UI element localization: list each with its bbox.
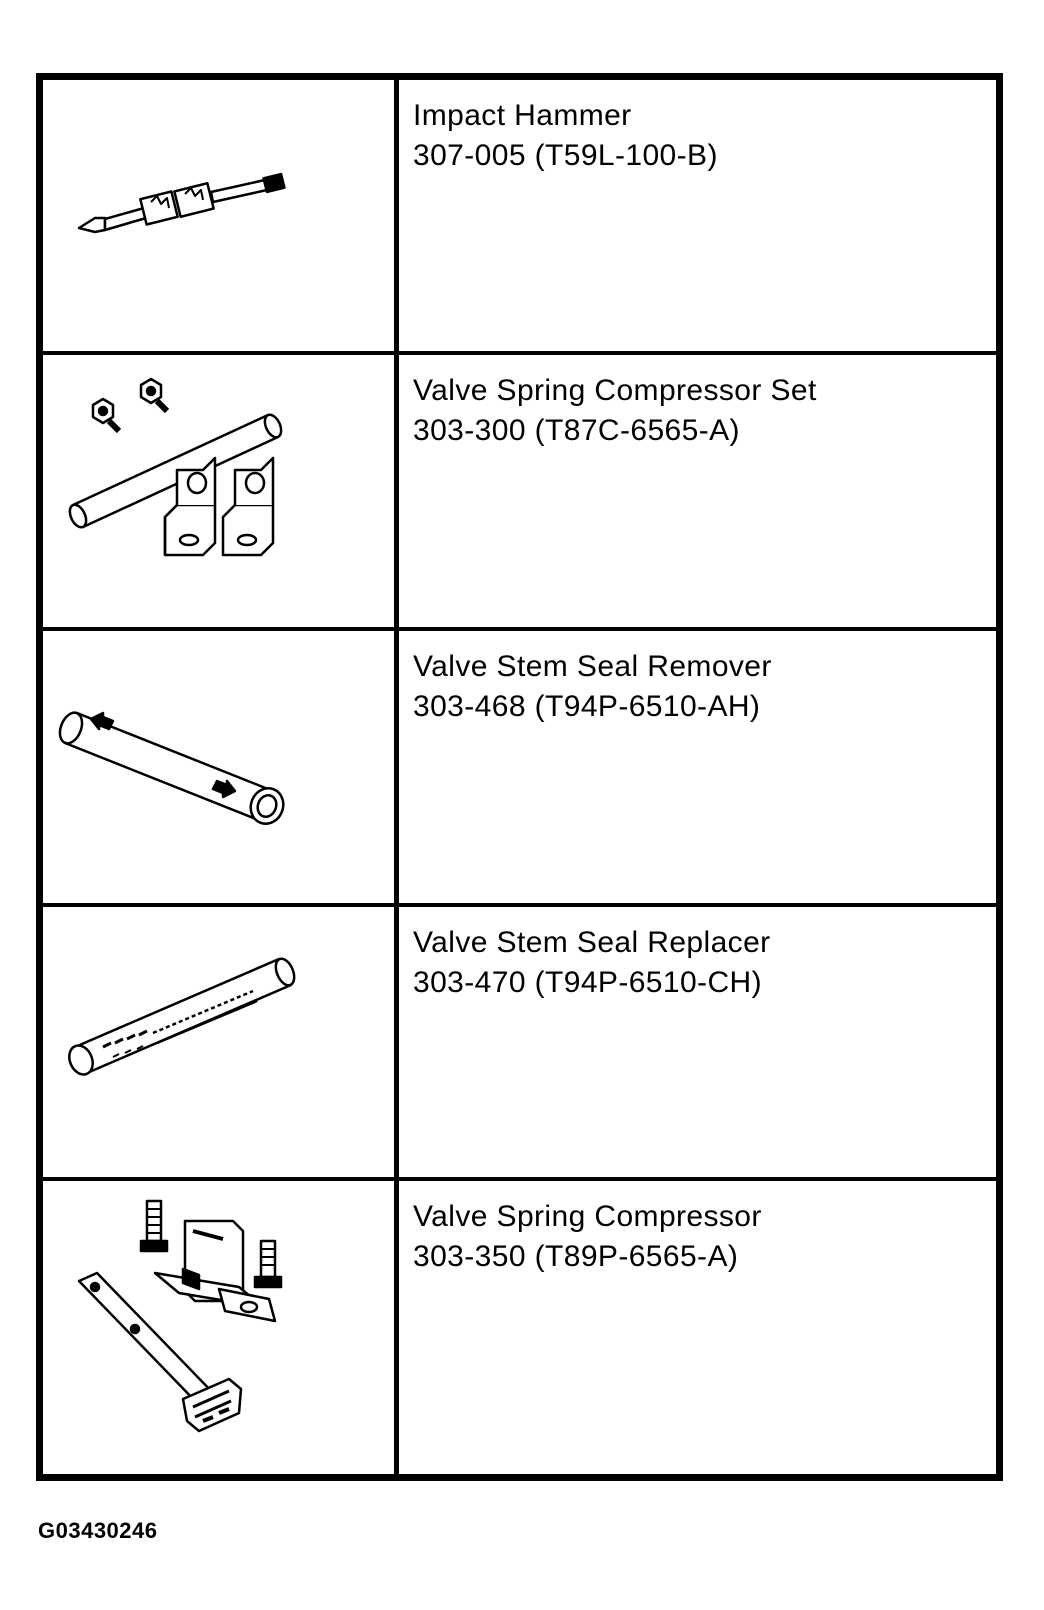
valve-stem-seal-remover-icon (43, 631, 394, 913)
tool-row-valve-spring-compressor-set (43, 355, 996, 637)
tool-part-number: 303-468 (T94P-6510-AH) (413, 690, 761, 723)
tool-name: Valve Stem Seal Replacer (413, 926, 771, 959)
valve-stem-seal-replacer-icon (43, 907, 394, 1189)
tool-part-number: 303-470 (T94P-6510-CH) (413, 966, 762, 999)
impact-hammer-icon (43, 80, 394, 362)
tool-part-number: 307-005 (T59L-100-B) (413, 139, 718, 172)
valve-spring-compressor-icon (43, 1181, 394, 1463)
tool-description (413, 1197, 762, 1277)
tool-description (413, 923, 771, 1003)
tool-name: Valve Spring Compressor (413, 1200, 762, 1233)
tool-name: Impact Hammer (413, 99, 632, 132)
tool-row-impact-hammer (43, 80, 996, 362)
special-tools-table (36, 73, 1003, 1481)
tool-description (413, 371, 817, 451)
tool-part-number: 303-300 (T87C-6565-A) (413, 414, 740, 447)
tool-row-valve-stem-seal-replacer (43, 907, 996, 1189)
tool-description (413, 647, 772, 727)
tool-row-valve-spring-compressor (43, 1181, 996, 1463)
figure-id: G03430246 (38, 1518, 158, 1543)
tool-description (413, 96, 718, 176)
tool-name: Valve Stem Seal Remover (413, 650, 772, 683)
valve-spring-compressor-set-icon (43, 355, 394, 637)
tool-name: Valve Spring Compressor Set (413, 374, 817, 407)
tool-part-number: 303-350 (T89P-6565-A) (413, 1240, 739, 1273)
tool-row-valve-stem-seal-remover (43, 631, 996, 913)
